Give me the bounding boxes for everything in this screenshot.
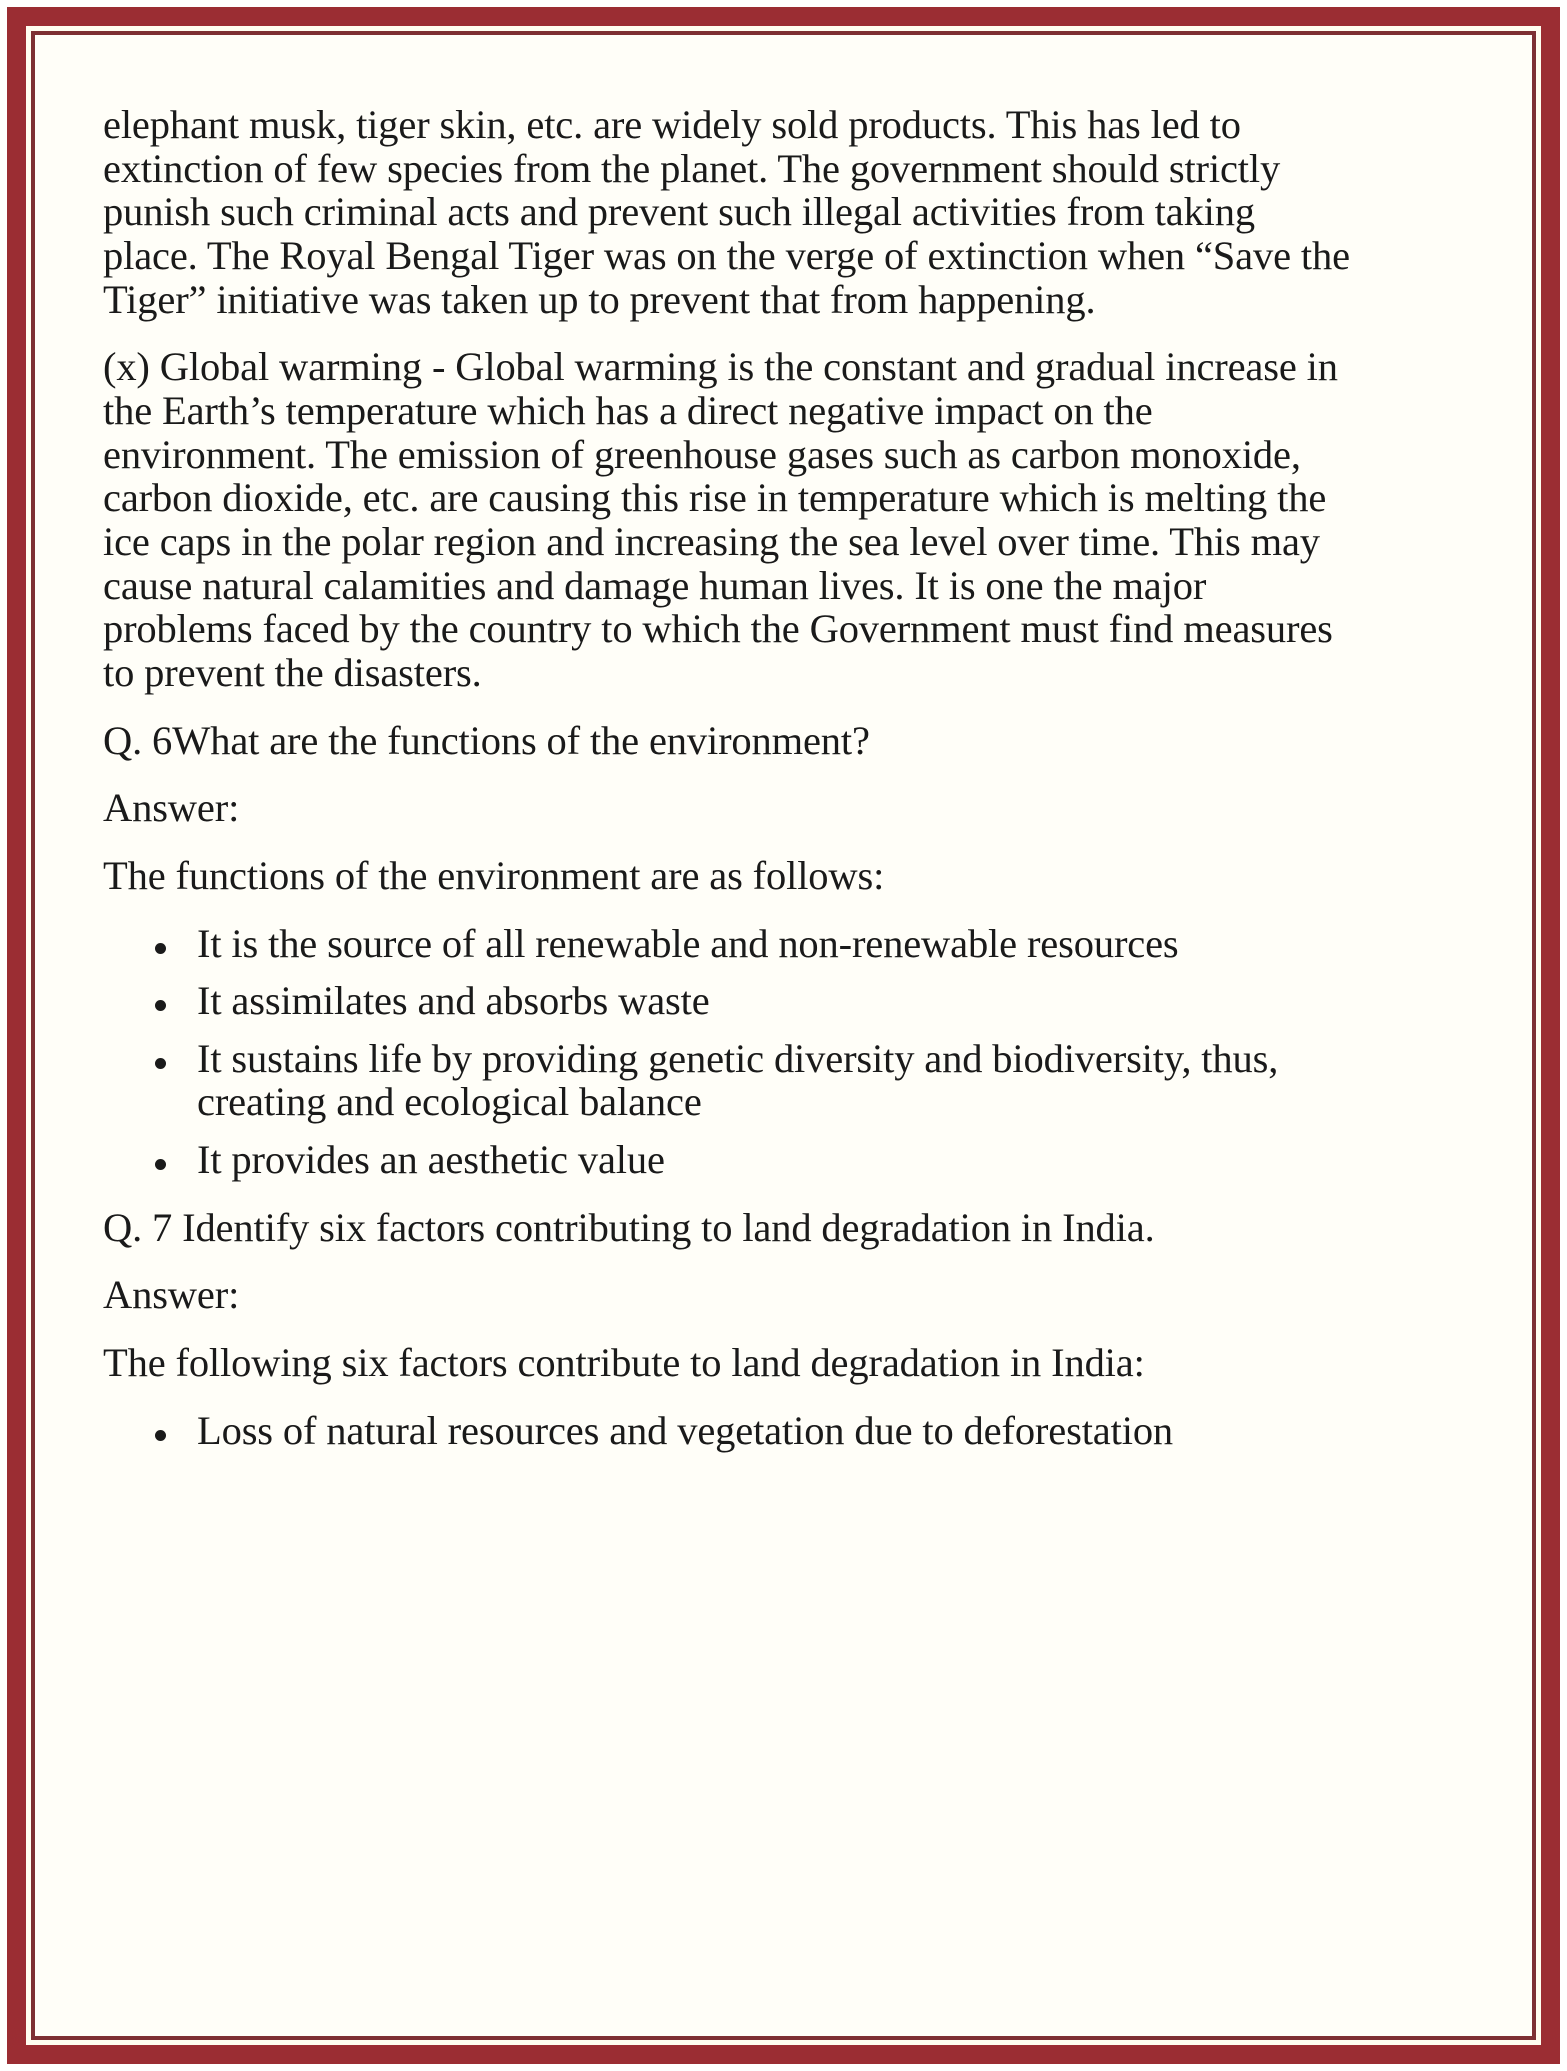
answer-label-6: Answer:: [103, 785, 240, 831]
bullet-dot-icon: [155, 1000, 166, 1011]
bullet-dot-icon: [155, 1159, 166, 1170]
page-border-frame: [7, 7, 1560, 2064]
answer-intro-7: The following six factors contribute to land degradation in India:: [103, 1340, 1145, 1386]
list-item: [103, 1037, 1358, 1124]
page-inner-gap: [26, 26, 1541, 2045]
list-item: [103, 1409, 1358, 1453]
list-item-label: It assimilates and absorbs waste: [197, 978, 710, 1024]
list-item-label: It sustains life by providing genetic diversity and biodiversity, thus, creating and ecological balance: [197, 1035, 1279, 1125]
bullet-dot-icon: [155, 1430, 166, 1441]
paragraph-continued: elephant musk, tiger skin, etc. are widely sold products. This has led to extinction of few species from the planet. The government should strictly punish such criminal acts and prevent such illegal activities from taking place. The Royal Bengal Tiger was on the verge of extinction when “Save the Tiger” initiative was taken up to prevent that from happening.: [103, 102, 1350, 322]
list-item-label: It is the source of all renewable and non-renewable resources: [197, 920, 1179, 966]
bullet-dot-icon: [155, 943, 166, 954]
page-inner-rule: [31, 31, 1536, 2040]
question-7: Q. 7 Identify six factors contributing to land degradation in India.: [103, 1204, 1155, 1250]
list-item: [103, 979, 1358, 1023]
list-item: [103, 1138, 1358, 1182]
factors-list: [103, 1409, 1358, 1453]
list-item: [103, 922, 1358, 966]
list-item-label: Loss of natural resources and vegetation due to deforestation: [197, 1407, 1174, 1453]
document-page: [35, 35, 1532, 2036]
list-item-label: It provides an aesthetic value: [197, 1137, 665, 1183]
question-6: Q. 6What are the functions of the environment?: [103, 717, 870, 763]
functions-list: [103, 922, 1358, 1182]
answer-label-7: Answer:: [103, 1272, 240, 1318]
text-column: [103, 103, 1358, 1476]
bullet-dot-icon: [155, 1058, 166, 1069]
paragraph-global-warming: (x) Global warming - Global warming is the constant and gradual increase in the Earth’s temperature which has a direct negative impact on the environment. The emission of greenhouse gases such as carbon monoxide, carbon dioxide, etc. are causing this rise in temperature which is melting the ice caps in the polar region and increasing the sea level over time. This may cause natural calamities and damage human lives. It is one the major problems faced by the country to which the Government must find measures to prevent the disasters.: [103, 344, 1338, 695]
answer-intro-6: The functions of the environment are as follows:: [103, 852, 885, 898]
